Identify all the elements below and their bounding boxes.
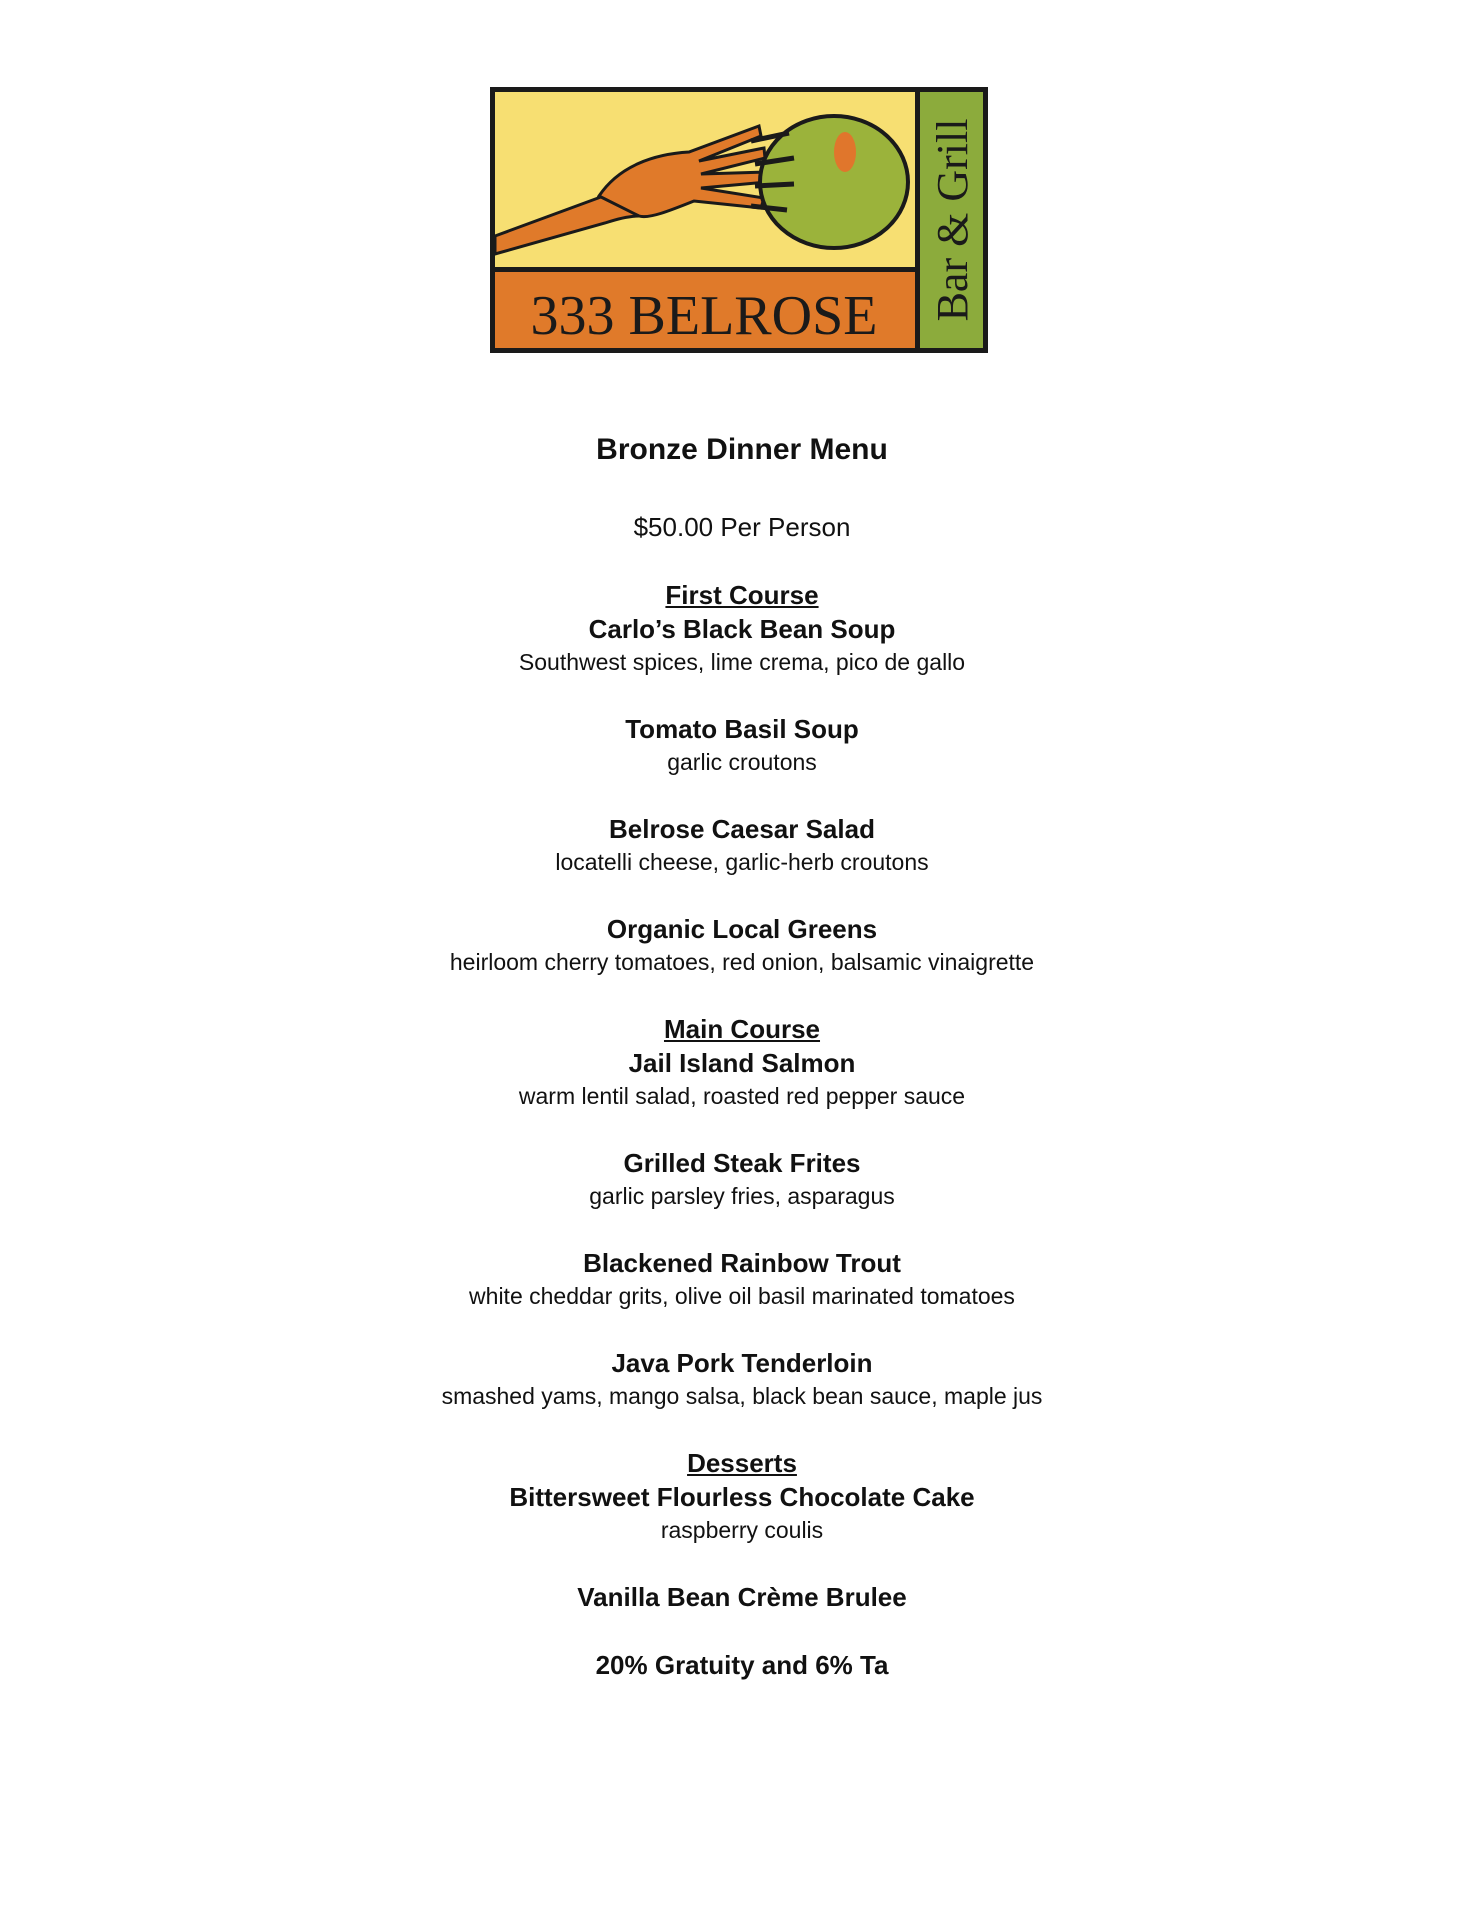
section-main-course	[0, 1012, 1484, 1412]
section-heading: Desserts	[687, 1448, 797, 1478]
item-description: locatelli cheese, garlic-herb croutons	[555, 849, 929, 875]
menu-item	[0, 912, 1484, 978]
item-description: raspberry coulis	[660, 1517, 824, 1543]
item-description: Southwest spices, lime crema, pico de gallo	[518, 649, 966, 675]
menu-item	[0, 1046, 1484, 1112]
item-description: garlic parsley fries, asparagus	[589, 1183, 895, 1209]
logo-name-text: 333 BELROSE	[530, 285, 878, 347]
item-name: Bittersweet Flourless Chocolate Cake	[509, 1482, 975, 1512]
menu-item	[0, 812, 1484, 878]
item-name: Carlo’s Black Bean Soup	[588, 614, 896, 644]
item-name: Organic Local Greens	[606, 914, 878, 944]
item-name: Jail Island Salmon	[628, 1048, 856, 1078]
gratuity-note: 20% Gratuity and 6% Ta	[595, 1650, 889, 1680]
item-name: Blackened Rainbow Trout	[583, 1248, 901, 1278]
item-name: Grilled Steak Frites	[623, 1148, 861, 1178]
menu-item	[0, 1246, 1484, 1312]
section-first-course	[0, 578, 1484, 978]
item-name: Tomato Basil Soup	[625, 714, 859, 744]
menu-content	[0, 430, 1484, 1682]
item-name: Belrose Caesar Salad	[609, 814, 875, 844]
logo-sub-text: Bar & Grill	[928, 118, 977, 322]
logo-graphic	[489, 86, 989, 354]
item-description: smashed yams, mango salsa, black bean sauce, maple jus	[441, 1383, 1043, 1409]
item-name: Vanilla Bean Crème Brulee	[577, 1582, 907, 1612]
menu-item	[0, 1480, 1484, 1546]
menu-price: $50.00 Per Person	[633, 512, 851, 542]
item-description: garlic croutons	[667, 749, 817, 775]
menu-item	[0, 1580, 1484, 1614]
restaurant-logo	[489, 86, 989, 354]
section-desserts	[0, 1446, 1484, 1614]
item-description: heirloom cherry tomatoes, red onion, balsamic vinaigrette	[449, 949, 1035, 975]
menu-title: Bronze Dinner Menu	[596, 433, 888, 466]
menu-item	[0, 1346, 1484, 1412]
menu-item	[0, 612, 1484, 678]
item-description: warm lentil salad, roasted red pepper sauce	[518, 1083, 966, 1109]
section-heading: First Course	[665, 580, 819, 610]
menu-item	[0, 712, 1484, 778]
menu-item	[0, 1146, 1484, 1212]
section-heading: Main Course	[663, 1014, 821, 1044]
item-description: white cheddar grits, olive oil basil marinated tomatoes	[469, 1283, 1015, 1309]
item-name: Java Pork Tenderloin	[611, 1348, 873, 1378]
